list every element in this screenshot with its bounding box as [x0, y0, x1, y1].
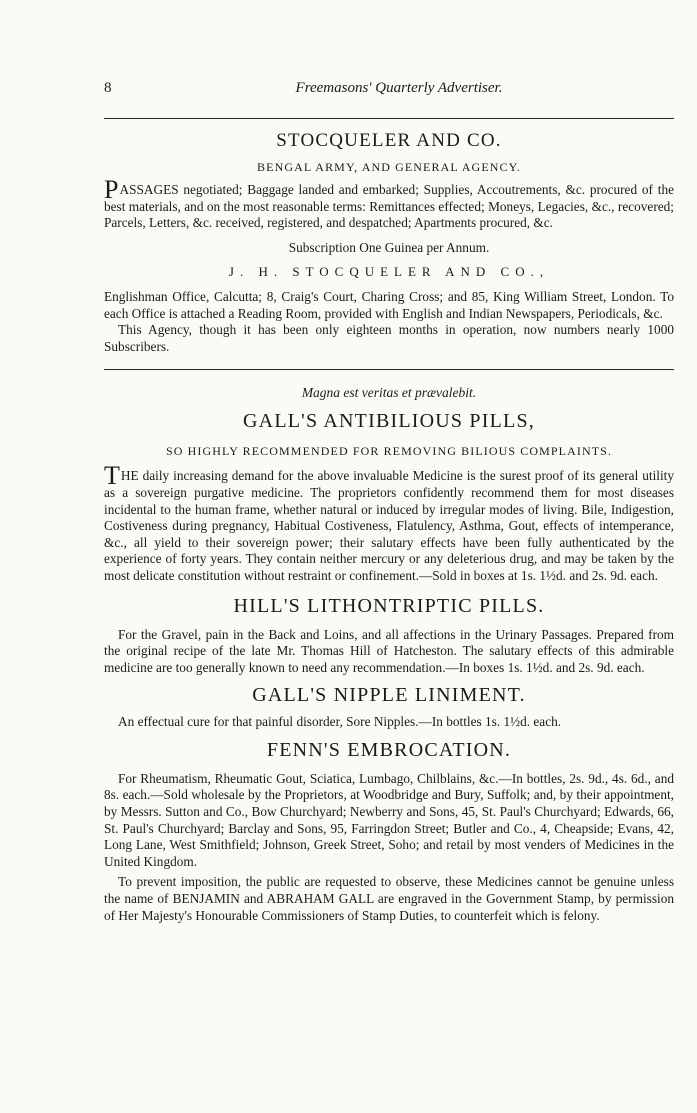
galls-antibilious-paragraph — [104, 461, 674, 584]
stocqueler-title: STOCQUELER AND CO. — [276, 130, 502, 151]
advert-body — [104, 126, 674, 924]
fenns-title: FENN'S EMBROCATION. — [266, 738, 512, 761]
stocqueler-subscription: Subscription One Guinea per Annum. — [288, 239, 490, 255]
liniment-advert — [104, 682, 674, 731]
stocqueler-paragraph-1 — [104, 175, 674, 232]
hills-paragraph: For the Gravel, pain in the Back and Loins, and all affections in the Urinary Passages. Prepared from the original recipe of the late Mr. Thomas Hill of Hatcheston. The salutary effects of this admirable medicine are too generally known to need any recommendation.—In boxes 1s. 1½d. and 2s. 9d. each. — [104, 626, 674, 675]
stocqueler-paragraph-1-text: ASSAGES negotiated; Baggage landed and embarked; Supplies, Accoutrements, &c. procured of the best materials, and on the most reasonable terms: Remittances effected; Moneys, Legacies, &c., recovered; Parcels, Letters, &c. received, registered, and despatched; Apartments procured, &c. — [104, 182, 674, 231]
liniment-paragraph: An effectual cure for that painful disorder, Sore Nipples.—In bottles 1s. 1½d. each. — [118, 714, 562, 730]
drop-capital-t: T — [104, 461, 120, 491]
latin-motto: Magna est veritas et prævalebit. — [301, 385, 477, 401]
stocqueler-paragraph-2: Englishman Office, Calcutta; 8, Craig's Court, Charing Cross; and 85, King William Street, London. To each Office is attached a Reading Room, provided with English and Indian Newspapers, Periodicals, &c. — [104, 288, 674, 321]
galls-antibilious-title: GALL'S ANTIBILIOUS PILLS, — [243, 410, 535, 433]
page-number: 8 — [104, 80, 112, 96]
running-title: Freemasons' Quarterly Advertiser. — [295, 80, 503, 96]
hills-advert — [104, 593, 674, 677]
header-rule — [104, 118, 674, 119]
stocqueler-firm-name: J. H. STOCQUELER AND CO., — [228, 264, 550, 280]
fenns-paragraph-2: To prevent imposition, the public are requested to observe, these Medicines cannot be genuine unless the name of BENJAMIN and ABRAHAM GALL are engraved in the Government Stamp, by permission of Her Majesty's Honourable Commissioners of Stamp Duties, to counterfeit which is felony. — [104, 874, 674, 923]
section-rule — [104, 369, 674, 370]
stocqueler-advert — [104, 128, 674, 355]
stocqueler-subtitle: BENGAL ARMY, AND GENERAL AGENCY. — [257, 160, 521, 174]
liniment-title: GALL'S NIPPLE LINIMENT. — [252, 684, 526, 707]
document-page — [104, 0, 674, 923]
hills-title: HILL'S LITHONTRIPTIC PILLS. — [233, 594, 545, 617]
galls-antibilious-paragraph-text: HE daily increasing demand for the above invaluable Medicine is the surest proof of its general utility as a sovereign purgative medicine. The proprietors confidently recommend them for most diseases incidental to the human frame, whether natural or induced by irregular modes of living. Bile, Indigestion, Costiveness during pregnancy, Habitual Costiveness, Flatulency, Asthma, Gout, effects of intemperance, &c., all yield to their sovereign power; their salutary effects have been fully authenticated by the experience of forty years. They contain neither mercury or any deleterious drug, and may be taken by the most delicate constitution without restraint or confinement.—Sold in boxes at 1s. 1½d. and 2s. 9d. each. — [104, 468, 674, 583]
drop-capital-p: P — [104, 175, 119, 204]
running-head — [104, 80, 674, 110]
fenns-paragraph-1: For Rheumatism, Rheumatic Gout, Sciatica, Lumbago, Chilblains, &c.—In bottles, 2s. 9d., 4s. 6d., and 8s. each.—Sold wholesale by the Proprietors, at Woodbridge and Bury, Suffolk; and, by their appointment, by Messrs. Sutton and Co., Bow Churchyard; Newberry and Sons, 45, St. Paul's Churchyard; Edwards, 66, St. Paul's Churchyard; Barclay and Sons, 95, Farringdon Street; Butler and Co., 4, Cheapside; Evans, 42, Long Lane, West Smithfield; Johnson, Greek Street, Soho; and retail by most venders of Medicines in the United Kingdom. — [104, 770, 674, 869]
galls-antibilious-advert — [104, 384, 674, 584]
fenns-advert — [104, 737, 674, 924]
galls-antibilious-subtitle: SO HIGHLY RECOMMENDED FOR REMOVING BILIOUS COMPLAINTS. — [165, 444, 613, 459]
stocqueler-paragraph-3: This Agency, though it has been only eighteen months in operation, now numbers nearly 1000 Subscribers. — [104, 322, 674, 354]
